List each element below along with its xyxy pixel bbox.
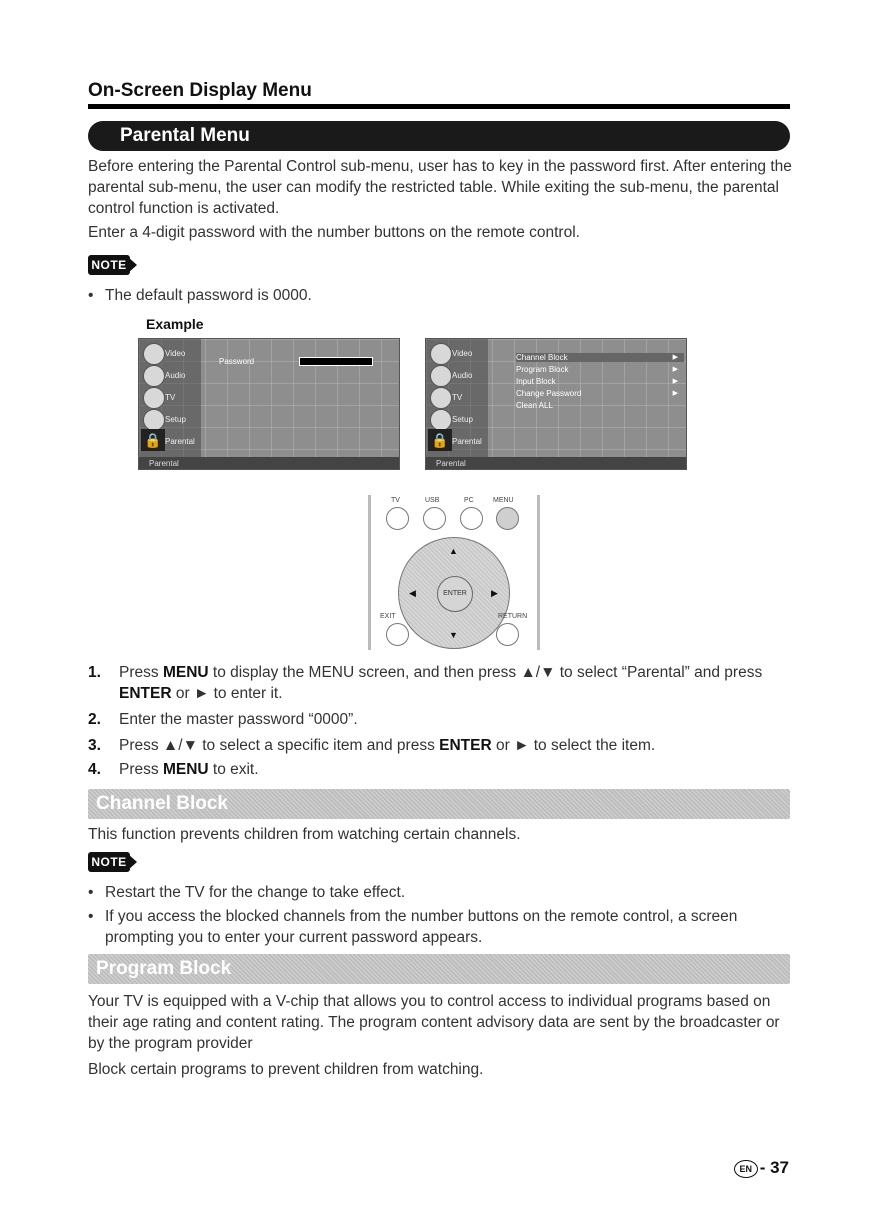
chevron-right-icon: ▶ <box>672 378 678 385</box>
osd-side-item: Setup <box>165 415 186 424</box>
step-number: 2. <box>88 711 101 728</box>
heading-rule <box>88 104 790 109</box>
osd-side-item: Video <box>452 349 473 358</box>
program-block-text: Your TV is equipped with a V-chip that allows you to control access to individual programs based on their age rating and content rating. The program content advisory data are sent by the broadcaster or by the program provider <box>88 993 780 1052</box>
remote-edge <box>368 495 371 650</box>
enter-button[interactable]: ENTER <box>437 576 473 612</box>
note-label: NOTE <box>88 255 130 275</box>
step-text: or ► to enter it. <box>171 685 283 702</box>
channel-block-text: This function prevents children from watching certain channels. <box>88 826 521 843</box>
chevron-right-icon: ▶ <box>672 366 678 373</box>
left-arrow-icon[interactable]: ◀ <box>409 588 416 598</box>
chevron-right-icon: ▶ <box>672 354 678 361</box>
osd-side-item: Video <box>165 349 186 358</box>
osd-side-item: TV <box>165 393 176 402</box>
menu-button[interactable] <box>496 507 519 530</box>
exit-button[interactable] <box>386 623 409 646</box>
osd-parental-menu-screen <box>425 338 687 470</box>
channel-note-bullet: • If you access the blocked channels from the number buttons on the remote control, a screen prompting you to enter your current password appears. <box>88 906 793 948</box>
step-keyword: ENTER <box>119 685 172 702</box>
section-title: Parental Menu <box>120 125 250 146</box>
note-arrow-icon <box>128 854 137 870</box>
note-badge <box>88 852 138 872</box>
step-keyword: ENTER <box>439 737 492 754</box>
tv-icon <box>430 387 452 409</box>
program-block-bar <box>88 954 790 984</box>
audio-icon <box>143 365 165 387</box>
step-number: 4. <box>88 761 101 778</box>
video-icon <box>430 343 452 365</box>
tv-icon <box>143 387 165 409</box>
osd-side-item: Setup <box>452 415 473 424</box>
page-number <box>734 1158 789 1178</box>
osd-menu-item-input-block[interactable] <box>516 377 684 386</box>
note-label: NOTE <box>88 852 130 872</box>
menu-item-label: Change Password <box>516 389 582 398</box>
osd-side-item: Audio <box>165 371 186 380</box>
lock-icon: 🔒 <box>141 429 165 451</box>
step-keyword: MENU <box>162 664 209 681</box>
note-bullet: • The default password is 0000. <box>88 285 793 306</box>
lock-icon: 🔒 <box>428 429 452 451</box>
language-badge: EN <box>734 1160 758 1178</box>
step-text: or ► to select the item. <box>491 737 656 754</box>
tv-button[interactable] <box>386 507 409 530</box>
osd-side-item: Parental <box>452 437 482 446</box>
osd-menu-item-change-password[interactable] <box>516 389 684 398</box>
step-3 <box>88 735 793 756</box>
remote-label-pc: PC <box>464 497 474 504</box>
down-arrow-icon[interactable]: ▼ <box>449 630 458 640</box>
step-2 <box>88 709 793 730</box>
setup-icon <box>143 409 165 431</box>
return-button[interactable] <box>496 623 519 646</box>
section-title: Program Block <box>96 958 232 979</box>
remote-label-tv: TV <box>391 497 400 504</box>
menu-item-label: Program Block <box>516 365 569 374</box>
menu-item-label: Clean ALL <box>516 401 553 410</box>
example-label: Example <box>146 316 204 332</box>
step-text: Enter the master password “0000”. <box>119 711 358 728</box>
note-badge <box>88 255 138 275</box>
password-instruction: Enter a 4-digit password with the number buttons on the remote control. <box>88 224 580 241</box>
direction-pad[interactable] <box>398 537 510 649</box>
osd-password-screen <box>138 338 400 470</box>
step-1 <box>88 662 793 704</box>
chevron-right-icon: ▶ <box>672 390 678 397</box>
step-4 <box>88 759 793 780</box>
section-title: Channel Block <box>96 793 228 814</box>
menu-item-label: Channel Block <box>516 353 568 362</box>
osd-side-item: Audio <box>452 371 473 380</box>
menu-item-label: Input Block <box>516 377 556 386</box>
step-keyword: MENU <box>162 761 209 778</box>
program-block-text-2: Block certain programs to prevent children from watching. <box>88 1061 484 1078</box>
osd-side-item: TV <box>452 393 463 402</box>
step-text: to exit. <box>208 761 259 778</box>
osd-menu-item-program-block[interactable] <box>516 365 684 374</box>
channel-note-bullet: • Restart the TV for the change to take effect. <box>88 882 793 903</box>
parental-menu-bar <box>88 121 790 151</box>
step-text: to display the MENU screen, and then press ▲/▼ to select “Parental” and press <box>208 664 763 681</box>
step-number: 3. <box>88 737 101 754</box>
usb-button[interactable] <box>423 507 446 530</box>
password-label: Password <box>219 357 255 366</box>
remote-edge <box>537 495 540 650</box>
audio-icon <box>430 365 452 387</box>
note-arrow-icon <box>128 257 137 273</box>
step-number: 1. <box>88 664 101 681</box>
intro-paragraph: Before entering the Parental Control sub-menu, user has to key in the password first. After entering the parental sub-menu, the user can modify the restricted table. While exiting the sub-menu, the parental control function is activated. <box>88 158 792 217</box>
step-text: Press <box>119 664 163 681</box>
video-icon <box>143 343 165 365</box>
pc-button[interactable] <box>460 507 483 530</box>
remote-label-menu: MENU <box>493 497 514 504</box>
osd-footer-label: Parental <box>149 459 179 468</box>
step-text: Press ▲/▼ to select a specific item and press <box>119 737 440 754</box>
return-label: RETURN <box>498 613 528 620</box>
remote-control-diagram <box>368 495 540 650</box>
password-field[interactable] <box>299 357 373 366</box>
osd-footer-label: Parental <box>436 459 466 468</box>
setup-icon <box>430 409 452 431</box>
page-title: On-Screen Display Menu <box>88 80 312 101</box>
step-text: Press <box>119 761 163 778</box>
osd-side-item: Parental <box>165 437 195 446</box>
page-number-text: - 37 <box>759 1158 789 1177</box>
up-arrow-icon[interactable]: ▲ <box>449 546 458 556</box>
osd-menu-item-channel-block[interactable] <box>516 353 684 362</box>
exit-label: EXIT <box>380 613 396 620</box>
osd-menu-item-clean-all[interactable] <box>516 401 684 410</box>
channel-block-bar <box>88 789 790 819</box>
remote-label-usb: USB <box>425 497 440 504</box>
right-arrow-icon[interactable]: ▶ <box>491 588 498 598</box>
